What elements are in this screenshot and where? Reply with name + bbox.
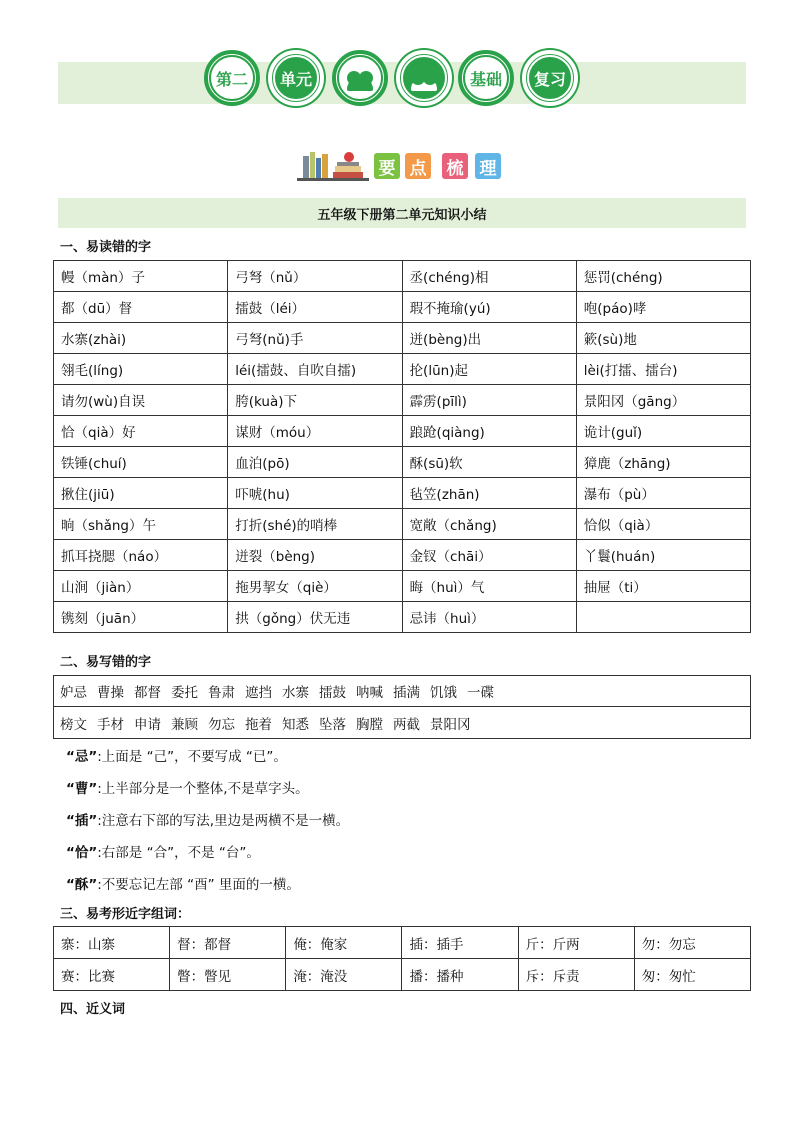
- table-cell: 吓唬(hu): [228, 478, 402, 509]
- word-item: 都督: [134, 685, 161, 701]
- note-key: “酥”: [66, 877, 98, 893]
- word-item: 委托: [171, 685, 198, 701]
- circle-label: 基础: [469, 69, 502, 89]
- table-cell: 淹：淹没: [286, 959, 402, 991]
- word-item: 榜文: [60, 716, 87, 733]
- note-text: :右部是 “合”，不是 “台”。: [97, 845, 260, 861]
- table-row: [54, 416, 751, 447]
- table-cell: lèi(打擂、擂台): [576, 354, 750, 385]
- word-item: 曹操: [97, 685, 124, 701]
- table-cell: 瀑布（pù）: [576, 478, 750, 509]
- table-cell: 打折(shé)的哨棒: [228, 509, 402, 540]
- table-cell: 胯(kuà)下: [228, 385, 402, 416]
- table-cell: 忌讳（huì）: [402, 602, 576, 633]
- table-cell: 擂鼓（léi）: [228, 292, 402, 323]
- word-item: 鲁肃: [208, 685, 235, 701]
- table-cell: 斤：斤两: [518, 927, 634, 959]
- section-4-title: 四、近义词: [60, 1002, 126, 1017]
- word-item: 景阳冈: [430, 716, 471, 733]
- note-text: :不要忘记左部 “酉” 里面的一横。: [97, 877, 300, 893]
- table-cell: 咆(páo)哮: [576, 292, 750, 323]
- table-cell: 匆：匆忙: [634, 959, 750, 991]
- table-cell: 踉跄(qiàng): [402, 416, 576, 447]
- table-cell: 诡计(guǐ): [576, 416, 750, 447]
- note-key: “忌”: [66, 749, 98, 765]
- table-cell: 迸裂（bèng): [228, 540, 402, 571]
- word-item: 拖着: [245, 716, 272, 733]
- table-row: [54, 292, 751, 323]
- table-cell: 插：插手: [402, 927, 518, 959]
- easy-misread-table: [53, 260, 751, 633]
- table-row: [54, 261, 751, 292]
- table-cell: 金钗（chāi）: [402, 540, 576, 571]
- writing-note: [66, 777, 309, 797]
- table-cell: 拖男挈女（qiè）: [228, 571, 402, 602]
- word-row: [54, 676, 750, 707]
- table-cell: 毡笠(zhān): [402, 478, 576, 509]
- table-cell: 酥(sū)软: [402, 447, 576, 478]
- table-row: [54, 478, 751, 509]
- table-cell: 迸(bèng)出: [402, 323, 576, 354]
- writing-note: [66, 841, 260, 861]
- writing-note: [66, 745, 287, 765]
- note-text: :上面是 “己”，不要写成 “已”。: [97, 749, 287, 765]
- table-row: [54, 540, 751, 571]
- table-cell: 勿：勿忘: [634, 927, 750, 959]
- leaf-icon: [411, 77, 437, 91]
- word-item: 兼顾: [171, 716, 198, 733]
- table-cell: 幔（màn）子: [54, 261, 228, 292]
- tag-li: 理: [475, 153, 501, 179]
- word-row: [54, 707, 750, 738]
- word-item: 坠落: [319, 716, 346, 733]
- section-2-title: 二、易写错的字: [60, 655, 152, 670]
- similar-chars-table: [53, 926, 751, 991]
- table-cell: 弓弩（nǔ）: [228, 261, 402, 292]
- table-cell: 赛：比赛: [54, 959, 170, 991]
- table-cell: 播：播种: [402, 959, 518, 991]
- table-cell: 镌刻（juān）: [54, 602, 228, 633]
- table-row: [54, 927, 751, 959]
- table-cell: 督：都督: [170, 927, 286, 959]
- table-cell: 恰（qià）好: [54, 416, 228, 447]
- note-text: :注意右下部的写法,里边是两横不是一横。: [97, 813, 350, 829]
- word-item: 水寨: [282, 685, 309, 701]
- word-item: 申请: [134, 716, 161, 733]
- table-cell: léi(擂鼓、自吹自擂): [228, 354, 402, 385]
- word-item: 呐喊: [356, 685, 383, 701]
- circle-badge-5: [458, 50, 514, 106]
- table-cell: 惩罚(chéng): [576, 261, 750, 292]
- circle-badge-2: [268, 50, 324, 106]
- word-item: 两截: [393, 716, 420, 733]
- word-item: 知悉: [282, 716, 309, 733]
- table-cell: 都（dū）督: [54, 292, 228, 323]
- word-item: 擂鼓: [319, 685, 346, 701]
- word-item: 遮挡: [245, 685, 272, 701]
- table-cell: 霹雳(pīlì): [402, 385, 576, 416]
- table-cell: 请勿(wù)自误: [54, 385, 228, 416]
- word-item: 手材: [97, 716, 124, 733]
- books-icon: [297, 150, 369, 182]
- section-1-title: 一、易读错的字: [60, 240, 152, 255]
- note-text: :上半部分是一个整体,不是草字头。: [97, 781, 309, 797]
- table-cell: 斥：斥责: [518, 959, 634, 991]
- table-row: [54, 354, 751, 385]
- table-cell: 瑕不掩瑜(yú): [402, 292, 576, 323]
- summary-title: 五年级下册第二单元知识小结: [58, 198, 746, 228]
- circle-badge-1: [204, 50, 260, 106]
- circle-badge-3: [332, 50, 388, 106]
- table-row: [54, 959, 751, 991]
- table-cell: 水寨(zhài): [54, 323, 228, 354]
- writing-note: [66, 873, 300, 893]
- circle-badge-4: [396, 50, 452, 106]
- word-item: 妒忌: [60, 685, 87, 701]
- note-key: “插”: [66, 813, 98, 829]
- table-row: [54, 323, 751, 354]
- table-cell: 血泊(pō): [228, 447, 402, 478]
- table-cell: 抓耳挠腮（náo）: [54, 540, 228, 571]
- leaf-icon: [347, 77, 373, 91]
- table-row: [54, 509, 751, 540]
- circle-badge-6: [522, 50, 578, 106]
- table-cell: 揪住(jiū): [54, 478, 228, 509]
- table-cell: 山涧（jiàn）: [54, 571, 228, 602]
- note-key: “曹”: [66, 781, 98, 797]
- table-cell: 铁锤(chuí): [54, 447, 228, 478]
- easy-miswrite-box: [53, 675, 751, 739]
- word-item: 勿忘: [208, 716, 235, 733]
- table-cell: 丫鬟(huán): [576, 540, 750, 571]
- table-cell: 瞥：瞥见: [170, 959, 286, 991]
- table-cell: 景阳冈（gāng）: [576, 385, 750, 416]
- table-cell: 簌(sù)地: [576, 323, 750, 354]
- circle-label: 单元: [279, 69, 312, 89]
- tag-dian: 点: [405, 153, 431, 179]
- table-row: [54, 385, 751, 416]
- table-cell: 恰似（qià）: [576, 509, 750, 540]
- table-cell: 宽敞（chǎng): [402, 509, 576, 540]
- table-cell: 抽屉（ti）: [576, 571, 750, 602]
- table-cell: 獐鹿（zhāng): [576, 447, 750, 478]
- table-row: [54, 571, 751, 602]
- table-row: [54, 602, 751, 633]
- writing-note: [66, 809, 349, 829]
- table-cell: 抡(lūn)起: [402, 354, 576, 385]
- table-cell: [576, 602, 750, 633]
- table-cell: 翎毛(líng): [54, 354, 228, 385]
- table-cell: 寨：山寨: [54, 927, 170, 959]
- table-cell: 弓弩(nǔ)手: [228, 323, 402, 354]
- table-cell: 丞(chéng)相: [402, 261, 576, 292]
- note-key: “恰”: [66, 845, 98, 861]
- tag-shu: 梳: [442, 153, 468, 179]
- table-cell: 晌（shǎng）午: [54, 509, 228, 540]
- table-row: [54, 447, 751, 478]
- table-cell: 谋财（móu）: [228, 416, 402, 447]
- section-3-title: 三、易考形近字组词：: [60, 907, 191, 922]
- circle-label: 第二: [215, 69, 248, 89]
- table-cell: 晦（huì）气: [402, 571, 576, 602]
- table-cell: 俺：俺家: [286, 927, 402, 959]
- word-item: 一碟: [467, 685, 494, 701]
- word-item: 饥饿: [430, 685, 457, 701]
- word-item: 插满: [393, 685, 420, 701]
- tag-yao: 要: [374, 153, 400, 179]
- table-cell: 拱（gǒng）伏无违: [228, 602, 402, 633]
- word-item: 胸膛: [356, 716, 383, 733]
- circle-label: 复习: [533, 69, 566, 89]
